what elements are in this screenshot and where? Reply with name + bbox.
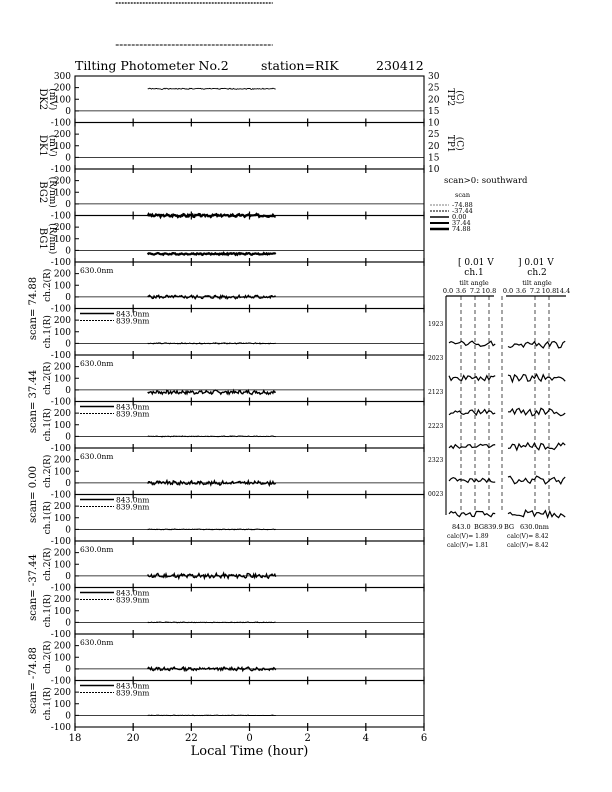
- series-line: [148, 253, 276, 255]
- y-tick-label: -100: [50, 211, 71, 222]
- ch2-tilt-tick: 3.6: [515, 287, 527, 295]
- ch2-scale-label: ] 0.01 V: [518, 258, 554, 268]
- temp-tick-label: 15: [428, 153, 440, 164]
- y-tick-label: 200: [53, 269, 71, 280]
- channel-label: ch.1(R): [43, 408, 53, 442]
- ch1-scale-label: [ 0.01 V: [458, 258, 494, 268]
- channel-label: ch.2(R): [43, 547, 53, 581]
- y-tick-label: 100: [53, 374, 71, 385]
- ch1-tilt-tick: 10.8: [481, 287, 497, 295]
- temp-tick-label: 20: [428, 95, 440, 106]
- tilt-time-label: 2223: [428, 423, 444, 430]
- x-tick-label: 18: [68, 733, 82, 744]
- calc-ch1-line2: calc(V)= 1.81: [447, 542, 489, 549]
- legend-label-839: 839.9nm: [116, 502, 150, 512]
- y-tick-label: -100: [50, 165, 71, 175]
- temp-label: TP2: [445, 88, 455, 107]
- y-tick-label: 100: [53, 560, 71, 571]
- temp-tick-label: 30: [428, 72, 440, 82]
- scan-legend-title: scan>0: southward: [444, 176, 528, 186]
- x-tick-label: 2: [304, 733, 311, 744]
- panel-frame: [75, 448, 424, 495]
- tilt-bottom-label: 839.9: [484, 523, 503, 531]
- wavelength-label: 630.0nm: [80, 545, 114, 554]
- ch2-tilt-tick: 14.4: [555, 287, 571, 295]
- legend-label-843: 843.0nm: [116, 309, 150, 319]
- y-tick-label: -100: [50, 258, 71, 268]
- y-tick-label: 100: [53, 95, 71, 106]
- tilt-trace-ch2: [508, 510, 565, 517]
- y-tick-label: 0: [65, 385, 71, 396]
- channel-label: ch.2(R): [43, 361, 53, 395]
- ch2-title: ch.2: [527, 268, 547, 278]
- tilt-trace-ch1: [449, 376, 495, 381]
- y-tick-label: 300: [53, 72, 71, 82]
- y-tick-label: 0: [65, 339, 71, 350]
- scan-label: scan= 37.44: [28, 369, 39, 434]
- scan-label: scan= -37.44: [28, 554, 39, 621]
- panel-label: DK2: [37, 88, 48, 111]
- ch1-title: ch.1: [464, 268, 484, 278]
- wavelength-label: 630.0nm: [80, 359, 114, 368]
- temp-unit: (C): [454, 90, 464, 105]
- panel-label: BG2: [37, 181, 48, 204]
- legend-label-843: 843.0nm: [116, 402, 150, 412]
- x-axis-label: Local Time (hour): [190, 744, 309, 759]
- y-tick-label: 200: [53, 455, 71, 466]
- legend-label-839: 839.9nm: [116, 595, 150, 605]
- scan-label: scan= 74.88: [28, 276, 39, 341]
- scan-legend-entry: 74.88: [452, 225, 471, 233]
- channel-label: ch.1(R): [43, 501, 53, 535]
- tilt-trace-ch1: [449, 478, 495, 483]
- legend-label-839: 839.9nm: [116, 316, 150, 326]
- ch1-tilt-label: tilt angle: [459, 279, 489, 287]
- y-tick-label: 200: [53, 223, 71, 234]
- y-tick-label: 200: [53, 83, 71, 94]
- y-tick-label: 100: [53, 513, 71, 524]
- series-line: [148, 667, 276, 671]
- tilt-trace-ch2: [508, 443, 565, 450]
- page-title: Tilting Photometer No.2: [75, 58, 229, 73]
- y-tick-label: 0: [65, 571, 71, 582]
- tilt-bottom-label: BG: [474, 523, 485, 531]
- y-tick-label: 0: [65, 106, 71, 117]
- y-tick-label: 200: [53, 176, 71, 187]
- ch2-tilt-label: tilt angle: [522, 279, 552, 287]
- y-tick-label: 100: [53, 420, 71, 431]
- tilt-time-label: 2323: [428, 457, 444, 464]
- channel-label: ch.1(R): [43, 594, 53, 628]
- tilt-time-label: 2023: [428, 355, 444, 362]
- tilt-trace-ch2: [508, 476, 565, 484]
- tilt-bottom-label: BG: [504, 523, 515, 531]
- y-tick-label: -100: [50, 583, 71, 594]
- y-tick-label: -100: [50, 444, 71, 454]
- tilt-trace-ch1: [449, 410, 495, 415]
- channel-label: ch.1(R): [43, 687, 53, 721]
- temp-tick-label: 25: [428, 130, 440, 141]
- panel-unit: (R/nm): [47, 223, 57, 255]
- y-tick-label: -100: [50, 304, 71, 315]
- channel-label: ch.1(R): [43, 315, 53, 349]
- y-tick-label: -100: [50, 397, 71, 408]
- y-tick-label: 200: [53, 548, 71, 559]
- y-tick-label: -100: [50, 537, 71, 547]
- y-tick-label: 200: [53, 409, 71, 420]
- date-label: 230412: [376, 58, 424, 73]
- temp-tick-label: 15: [428, 106, 440, 117]
- series-line: [148, 481, 276, 485]
- y-tick-label: 200: [53, 502, 71, 513]
- y-tick-label: 0: [65, 618, 71, 629]
- ch1-tilt-tick: 0.0: [442, 287, 454, 295]
- y-tick-label: 100: [53, 467, 71, 478]
- temp-tick-label: 10: [428, 165, 440, 175]
- tilt-trace-ch2: [508, 374, 565, 382]
- tilt-bottom-label: 843.0: [452, 523, 471, 531]
- y-tick-label: 0: [65, 525, 71, 536]
- y-tick-label: -100: [50, 676, 71, 687]
- tilt-bottom-label: 630.0nm: [520, 523, 549, 531]
- legend-label-839: 839.9nm: [116, 688, 150, 698]
- y-tick-label: 100: [53, 281, 71, 292]
- x-tick-label: 22: [184, 733, 198, 744]
- series-line: [148, 390, 276, 394]
- y-tick-label: 100: [53, 188, 71, 199]
- channel-label: ch.2(R): [43, 454, 53, 488]
- scan-legend-header: scan: [455, 191, 471, 199]
- y-tick-label: -100: [50, 630, 71, 640]
- y-tick-label: 0: [65, 664, 71, 675]
- y-tick-label: 200: [53, 316, 71, 327]
- y-tick-label: 0: [65, 292, 71, 303]
- scan-legend-entry: -37.44: [452, 207, 473, 215]
- y-tick-label: -100: [50, 351, 71, 361]
- panel-unit: (mV): [47, 88, 57, 111]
- panel-label: DK1: [37, 134, 48, 157]
- y-tick-label: 0: [65, 246, 71, 257]
- wavelength-label: 630.0nm: [80, 638, 114, 647]
- panel-unit: (mV): [47, 134, 57, 157]
- x-tick-label: 20: [126, 733, 140, 744]
- panel-frame: [75, 262, 424, 309]
- tilt-time-label: 0023: [428, 491, 444, 498]
- y-tick-label: 200: [53, 362, 71, 373]
- panel-frame: [75, 123, 424, 170]
- y-tick-label: 0: [65, 199, 71, 210]
- calc-ch2-line2: calc(V)= 8.42: [507, 542, 549, 549]
- y-tick-label: 0: [65, 153, 71, 164]
- panel-frame: [75, 76, 424, 123]
- y-tick-label: 100: [53, 327, 71, 338]
- legend-label-839: 839.9nm: [116, 409, 150, 419]
- y-tick-label: 200: [53, 130, 71, 141]
- tilt-trace-ch2: [508, 408, 565, 415]
- legend-label-843: 843.0nm: [116, 588, 150, 598]
- scan-label: scan= -74.88: [28, 647, 39, 714]
- y-tick-label: -100: [50, 723, 71, 733]
- temp-unit: (C): [454, 136, 464, 151]
- scan-legend-entry: 0.00: [452, 213, 467, 221]
- y-tick-label: -100: [50, 490, 71, 501]
- legend-label-843: 843.0nm: [116, 681, 150, 691]
- channel-label: ch.2(R): [43, 268, 53, 302]
- panel-label: BG1: [37, 227, 48, 250]
- series-line: [148, 88, 276, 89]
- ch2-tilt-tick: 7.2: [529, 287, 541, 295]
- x-tick-label: 0: [246, 733, 253, 744]
- legend-label-843: 843.0nm: [116, 495, 150, 505]
- tilt-trace-ch1: [449, 512, 495, 517]
- ch1-tilt-tick: 7.2: [469, 287, 481, 295]
- panel-frame: [75, 355, 424, 402]
- temp-tick-label: 20: [428, 141, 440, 152]
- y-tick-label: 100: [53, 653, 71, 664]
- temp-tick-label: 25: [428, 83, 440, 94]
- y-tick-label: 100: [53, 606, 71, 617]
- y-tick-label: 200: [53, 688, 71, 699]
- tilt-trace-ch1: [449, 444, 495, 448]
- y-tick-label: 100: [53, 141, 71, 152]
- ch2-tilt-tick: 10.8: [541, 287, 557, 295]
- panel-unit: (R/nm): [47, 176, 57, 208]
- x-tick-label: 6: [420, 733, 428, 744]
- panel-frame: [75, 541, 424, 588]
- scan-legend-entry: -74.88: [452, 201, 473, 209]
- wavelength-label: 630.0nm: [80, 266, 114, 275]
- panel-frame: [75, 169, 424, 216]
- y-tick-label: 200: [53, 641, 71, 652]
- tilt-time-label: 2123: [428, 389, 444, 396]
- station-label: station=RIK: [261, 58, 339, 73]
- y-tick-label: 0: [65, 478, 71, 489]
- y-tick-label: 200: [53, 595, 71, 606]
- temp-tick-label: 10: [428, 118, 440, 129]
- ch1-tilt-tick: 3.6: [455, 287, 467, 295]
- wavelength-label: 630.0nm: [80, 452, 114, 461]
- panel-frame: [75, 216, 424, 263]
- calc-ch1-line1: calc(V)= 1.89: [447, 533, 489, 540]
- tilt-trace-ch1: [449, 341, 495, 346]
- temp-label: TP1: [445, 134, 455, 153]
- y-tick-label: 100: [53, 699, 71, 710]
- calc-ch2-line1: calc(V)= 8.42: [507, 533, 549, 540]
- panel-frame: [75, 634, 424, 681]
- scan-legend-entry: 37.44: [452, 219, 471, 227]
- y-tick-label: 0: [65, 432, 71, 443]
- y-tick-label: 0: [65, 711, 71, 722]
- y-tick-label: -100: [50, 118, 71, 129]
- scan-label: scan= 0.00: [28, 466, 39, 523]
- tilt-time-label: 1923: [428, 321, 444, 328]
- series-line: [148, 573, 276, 578]
- tilt-trace-ch2: [508, 341, 565, 348]
- ch2-tilt-tick: 0.0: [502, 287, 514, 295]
- y-tick-label: 100: [53, 234, 71, 245]
- x-tick-label: 4: [362, 733, 370, 744]
- channel-label: ch.2(R): [43, 640, 53, 674]
